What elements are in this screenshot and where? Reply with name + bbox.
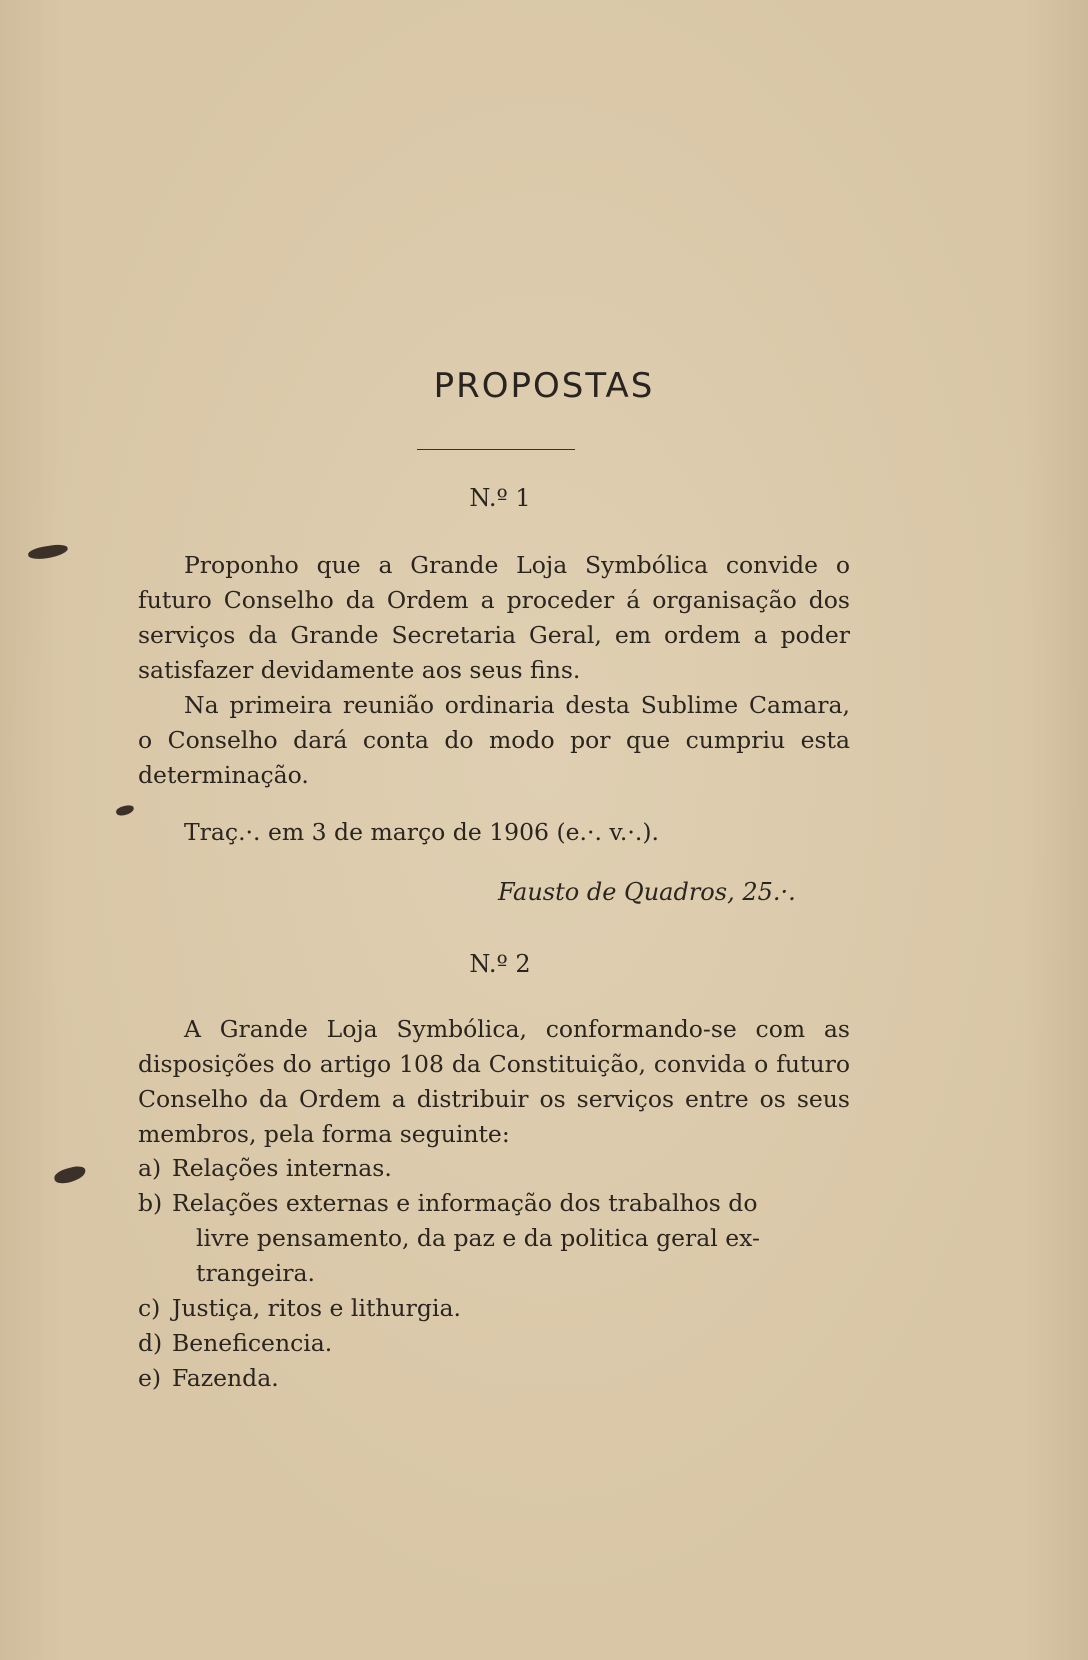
proposal-1-signature: Fausto de Quadros, 25.·. — [498, 878, 796, 906]
binding-hole-mark — [115, 804, 134, 817]
list-item: c) Justiça, ritos e lithurgia. — [138, 1294, 461, 1322]
proposal-1-date: Traç.·. em 3 de março de 1906 (e.·. v.·.). — [184, 818, 659, 846]
list-item: d) Beneficencia. — [138, 1329, 333, 1357]
list-item: b) Relações externas e informação dos trabalhos do — [138, 1189, 758, 1217]
list-item: e) Fazenda. — [138, 1364, 279, 1392]
binding-hole-mark — [27, 543, 68, 560]
list-item-continuation: trangeira. — [196, 1259, 316, 1287]
proposal-1-paragraph-2: Na primeira reunião ordinaria desta Sublime Camara, o Conselho dará conta do modo por que cumpriu esta determinação. — [138, 691, 850, 789]
list-item-continuation: livre pensamento, da paz e da politica geral ex- — [196, 1224, 760, 1252]
title-divider — [417, 449, 575, 450]
list-item: a) Relações internas. — [138, 1154, 392, 1182]
binding-hole-mark — [53, 1164, 87, 1185]
proposal-2-intro: A Grande Loja Symbólica, conformando-se com as disposições do artigo 108 da Constituição, convida o futuro Conselho da Ordem a distribuir os serviços entre os seus membros, pela forma seguinte: — [138, 1015, 850, 1148]
page-title: PROPOSTAS — [433, 366, 655, 406]
proposal-1-number: N.º 1 — [469, 484, 531, 512]
proposal-1-paragraph-1: Proponho que a Grande Loja Symbólica convide o futuro Conselho da Ordem a proceder á organisação dos serviços da Grande Secretaria Geral, em ordem a poder satisfazer devidamente aos seus fins. — [138, 551, 850, 684]
proposal-2-number: N.º 2 — [469, 950, 531, 978]
